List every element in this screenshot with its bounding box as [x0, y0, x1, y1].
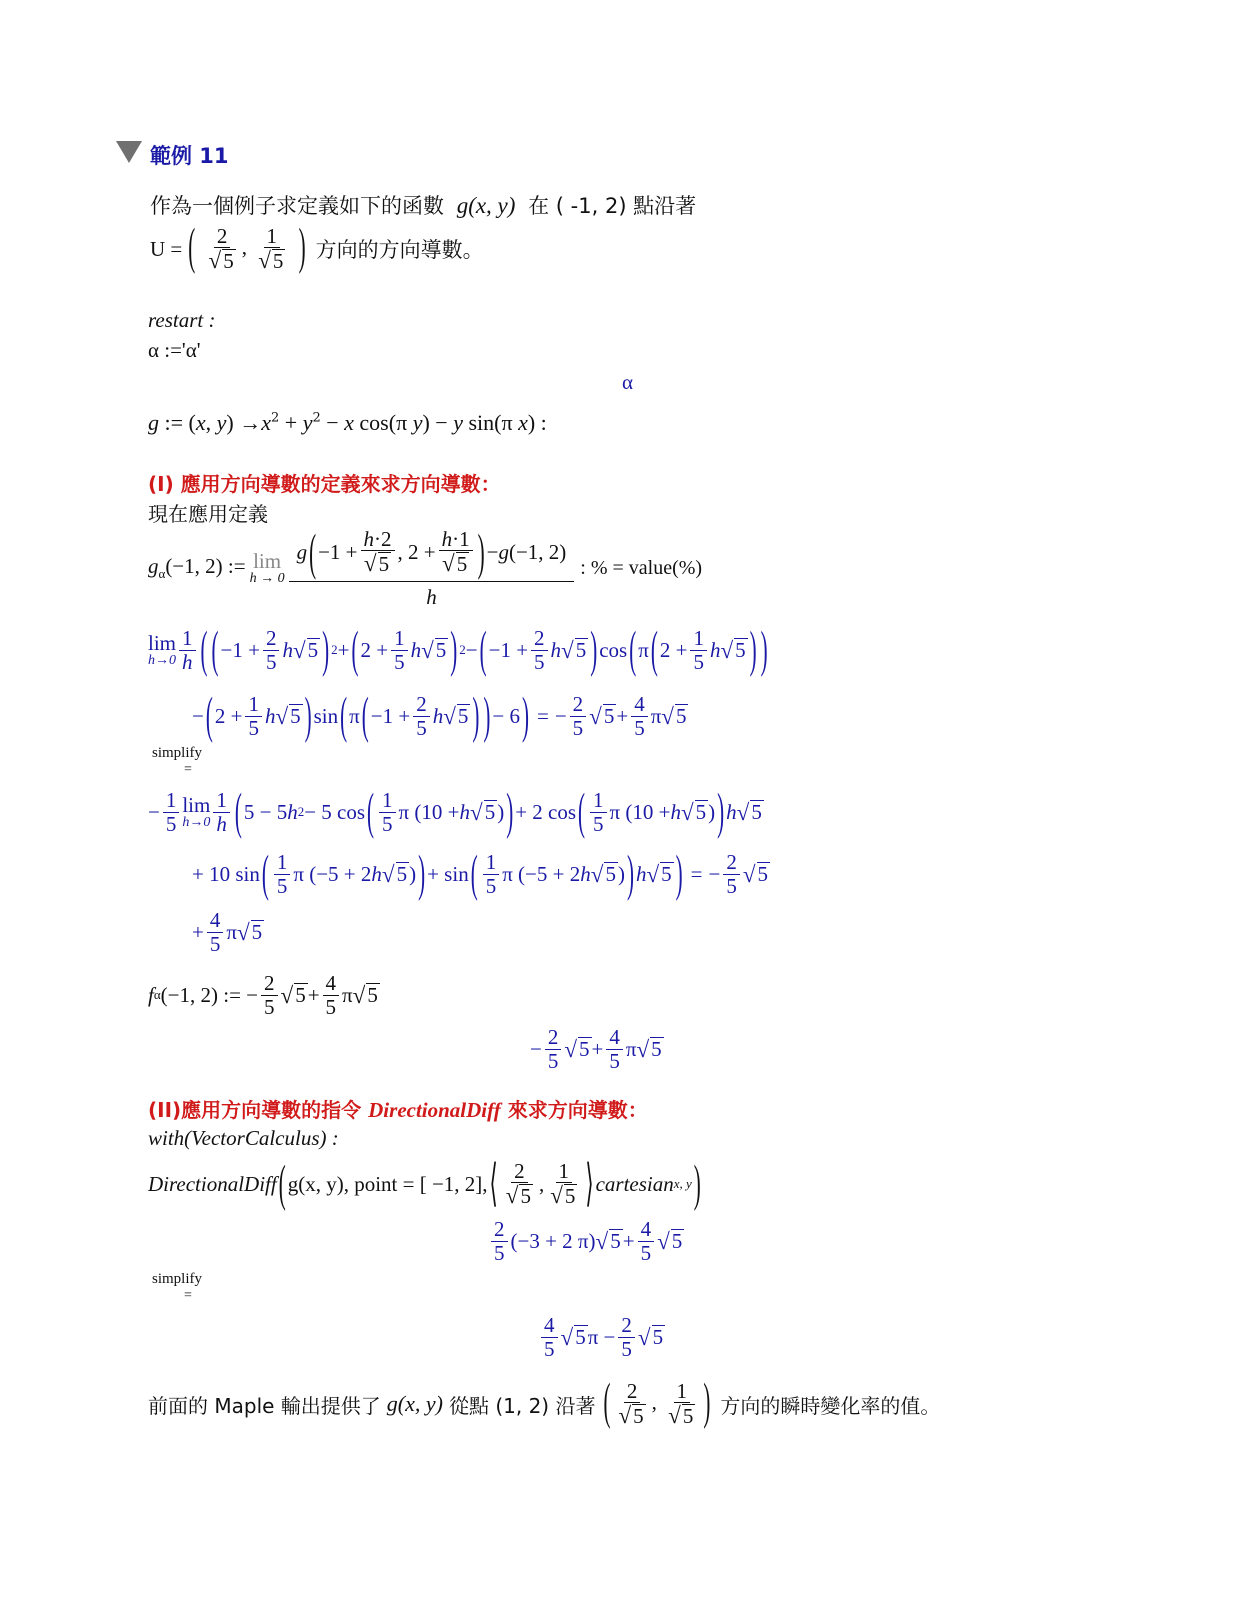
g-definition-command[interactable]: g := (x, $y) \to x^2 + y^2 - x$ cos(π y) − y sin(π x) :: [148, 410, 547, 435]
simplify-text-2: simplify: [152, 1271, 203, 1287]
example-heading: 範例 11: [150, 144, 229, 168]
section-2-title-suffix: 來求方向導數：: [500, 1098, 648, 1122]
directional-diff-name: DirectionalDiff: [148, 1171, 277, 1196]
conclusion-line: [148, 1372, 940, 1436]
intro-prefix: 作為一個例子求定義如下的函數: [150, 194, 444, 218]
simplified-output-line-2: + 10 sin ( $\frac{1}{5}$ π (−5 + 2 h √ 5 ) ) + sin ( $\frac{1}{5}$ π (−5 + 2 h √ 5 ) ) h √ 5 ) = − $\frac{2}{5}$ √ 5: [192, 844, 768, 902]
intro-line-2: [150, 218, 484, 280]
section-2-title-prefix: (II)應用方向導數的指令: [148, 1098, 369, 1122]
simplified-output-line-1: − $\frac{1}{5}$ lim h→0 $\frac{1}{h}$ ( 5 − 5 h 2 − 5 cos ( $\frac{1}{5}$ π (10 + h √ 5 ) ) + 2 cos ( $\frac{1}{5}$ π (10 + h √ 5 ) ) h √ 5: [148, 782, 762, 840]
section-2-title-cmd: DirectionalDiff: [368, 1098, 501, 1122]
section-1-title: (I) 應用方向導數的定義來求方向導數：: [148, 472, 501, 496]
alpha-assign-command[interactable]: α :='α': [148, 338, 201, 362]
alpha-output: α: [622, 370, 634, 394]
simplify-label-1: simplify =: [152, 745, 203, 777]
conclusion-mid: 從點 (1, 2) 沿著: [448, 1393, 596, 1418]
limit-output-line-2: − ( 2 + $\frac{1}{5}$ h √ 5 ) sin ( π ( −1 + $\frac{2}{5}$ h √ 5 ) ) − 6 ) = − $\frac{2}{5}$ √ 5 + $\frac{4}{5}$ π √ 5: [192, 686, 687, 744]
section-1-subtitle: 現在應用定義: [148, 502, 268, 526]
f-output: − $\frac{2}{5}$ √ 5 + $\frac{4}{5}$ π √ 5: [530, 1025, 662, 1073]
conclusion-vector: ( $\frac{2}{√5}$ , $\frac{1}{√5}$ ): [603, 1372, 711, 1430]
intro-line-1: [150, 190, 696, 220]
limit-definition-command[interactable]: $g_\alpha(-1$, 2) := lim h → 0 g ( −1 + $\frac{h\cdot 2}{√5}$ , 2 + $\frac{h\cdot 1}{√5}$ ) − g (−1, 2) h : % = value(%): [148, 523, 703, 609]
section-2-title: [148, 1094, 648, 1123]
conclusion-prefix: 前面的 Maple 輸出提供了: [148, 1393, 381, 1418]
coord-system: cartesian: [595, 1171, 674, 1196]
simplify-label-2: simplify =: [152, 1271, 203, 1303]
with-command[interactable]: with(VectorCalculus) :: [148, 1126, 339, 1150]
simplified-output-line-3: + $\frac{4}{5}$ π √ 5: [192, 908, 263, 956]
intro-mid: 在 ( -1, 2) 點沿著: [528, 194, 697, 218]
directional-diff-command[interactable]: DirectionalDiff ( g(x, y), point = [ −1, 2], ⟨ $\frac{2}{√5}$ , $\frac{1}{√5}$ ⟩ cartesian x, y ): [148, 1154, 701, 1212]
intro-suffix: 方向的方向導數。: [315, 238, 484, 262]
conclusion-fn: g(x, y): [386, 1391, 443, 1416]
directional-diff-args: g(x, y), point = [ −1, 2],: [287, 1171, 488, 1196]
simplify-text-1: simplify: [152, 745, 203, 761]
intro-fn: g(x, y): [456, 193, 516, 218]
restart-command[interactable]: restart :: [148, 308, 216, 332]
simplified-directional-output: $\frac{4}{5}$ √ 5 π − $\frac{2}{5}$ √ 5: [538, 1310, 665, 1364]
directional-diff-output: $\frac{2}{5}$ (−3 + 2 π) √ 5 + $\frac{4}{5}$ √ 5: [488, 1214, 684, 1268]
collapse-triangle-icon[interactable]: [116, 141, 142, 163]
u-label: U =: [150, 236, 183, 261]
value-suffix: : % = value(%): [580, 556, 703, 579]
u-vector: ( $\frac{2}{√5}$ , $\frac{1}{√5}$ ): [188, 217, 306, 275]
conclusion-suffix: 方向的瞬時變化率的值。: [720, 1393, 941, 1418]
limit-output-line-1: lim h→0 $\frac{1}{h}$ ( ( −1 + $\frac{2}{5}$ h √ 5 ) 2 + ( 2 + $\frac{1}{5}$ h √ 5 ) 2 − ( −1 + $\frac{2}{5}$ h √ 5 ) cos ( π ( 2 + $\frac{1}{5}$ h √ 5 ) ): [148, 620, 768, 678]
f-definition-command[interactable]: f α (−1, 2) := − $\frac{2}{5}$ √ 5 + $\frac{4}{5}$ π √ 5: [148, 971, 378, 1019]
coord-system-sub: x, y: [673, 1176, 692, 1191]
